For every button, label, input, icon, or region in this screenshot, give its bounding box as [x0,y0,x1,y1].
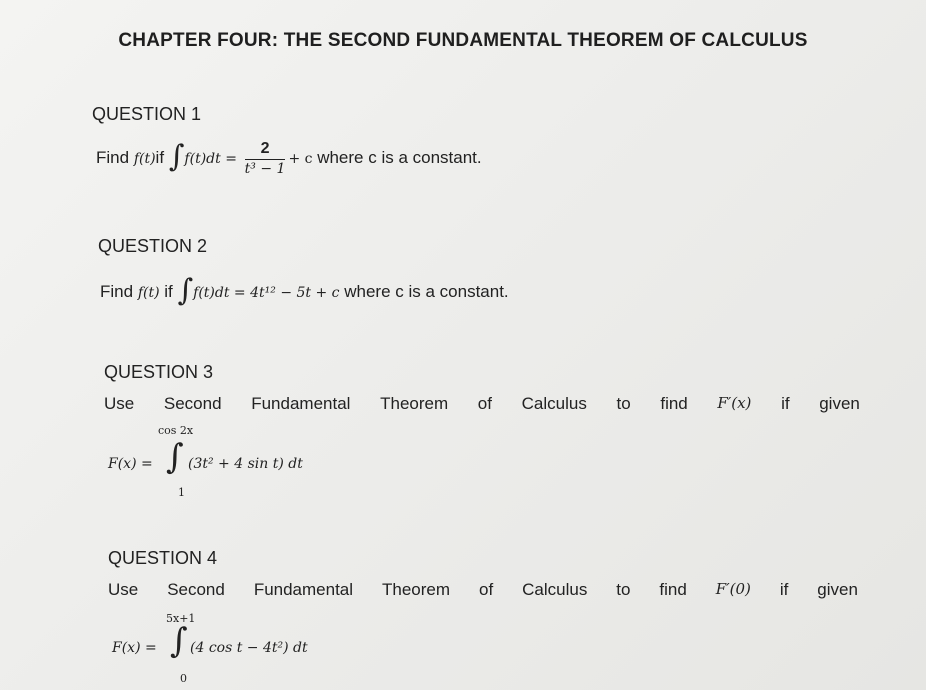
q3-lhs: F(x) = [108,456,153,472]
question-3-heading: QUESTION 3 [104,362,214,382]
q4-lhs: F(x) = [112,640,157,656]
q1-denominator: t³ − 1 [244,161,286,177]
q3-derivative: F′(x) [717,394,752,412]
q1-find-label: Find [96,147,130,167]
q1-integral-sign: ∫ [168,139,185,174]
q4-word: Fundamental [253,580,354,599]
q4-derivative: F′(0) [715,580,751,598]
q4-lower-limit: 0 [180,672,187,685]
question-3-instruction [104,394,860,414]
q4-upper-limit: 5x+1 [166,612,196,625]
question-3-definite-integral [108,424,408,504]
chapter-title: CHAPTER FOUR: THE SECOND FUNDAMENTAL THEOREM OF CALCULUS [118,30,808,51]
q1-plus-c: + c [288,150,313,167]
question-1-heading: QUESTION 1 [92,104,202,124]
q3-lower-limit: 1 [178,486,185,499]
question-1-text [96,140,482,177]
q4-word: if [779,580,789,599]
q3-word: Second [163,394,222,413]
q1-if-label: if [155,147,165,167]
q4-word: find [659,580,687,599]
q3-word: find [660,394,688,413]
q3-word: to [616,394,631,413]
q3-word: Use [104,394,135,413]
q4-integrand: (4 cos t − 4t²) dt [190,640,308,656]
q3-word: Calculus [521,394,587,413]
q1-f-of-t: f(t) [133,150,156,167]
q2-f-of-t: f(t) [137,284,160,301]
q4-word: given [817,580,858,599]
q1-numerator: 2 [245,140,286,160]
q3-word: given [819,394,860,413]
question-4-heading: QUESTION 4 [108,548,218,568]
q2-if-label: if [164,281,173,301]
q2-tail: where c is a constant. [344,281,509,301]
q2-integral-sign: ∫ [177,273,194,308]
q2-find-label: Find [100,281,134,301]
q4-integral-sign: ∫ [170,621,188,661]
q3-word: if [781,394,790,413]
q1-tail: where c is a constant. [317,147,482,167]
q3-integrand: (3t² + 4 sin t) dt [188,456,303,472]
q3-word: Fundamental [251,394,351,413]
question-2-text [100,275,509,310]
q4-word: Theorem [382,580,451,599]
q1-fraction [245,140,286,177]
q3-word: Theorem [380,394,449,413]
question-2-heading: QUESTION 2 [98,236,208,256]
question-4-definite-integral [112,612,412,690]
q4-word: Calculus [522,580,588,599]
q3-integral-sign: ∫ [166,437,184,477]
q3-word: of [477,394,492,413]
question-4-instruction [108,580,858,600]
q4-word: Use [108,580,139,599]
q2-expression: f(t)dt = 4t¹² − 5t + c [193,284,340,301]
q4-word: of [478,580,494,599]
q4-word: to [616,580,631,599]
q3-upper-limit: cos 2x [158,424,194,437]
q4-word: Second [167,580,225,599]
q1-integrand: f(t)dt = [184,150,237,167]
